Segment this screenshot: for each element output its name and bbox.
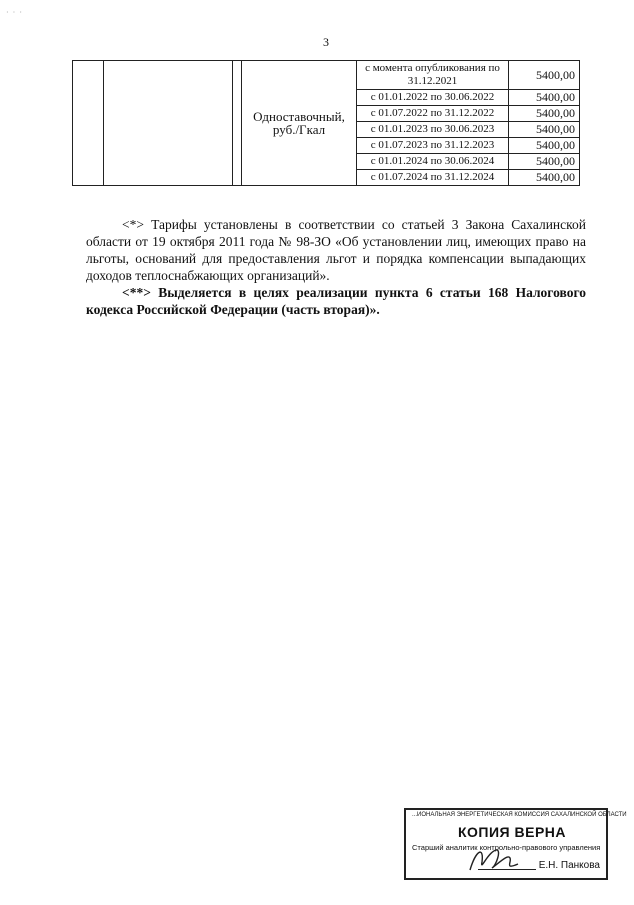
- signature-icon: [466, 844, 526, 876]
- period-cell: с момента опубликования по 31.12.2021: [357, 61, 509, 90]
- certification-stamp: [404, 808, 627, 880]
- page-number: 3: [323, 35, 329, 49]
- period-cell: с 01.01.2022 по 30.06.2022: [357, 90, 509, 106]
- period-cell: с 01.07.2022 по 31.12.2022: [357, 106, 509, 122]
- stamp-title: КОПИЯ ВЕРНА: [458, 824, 567, 840]
- scan-artifact: · · ·: [6, 8, 23, 17]
- period-cell: с 01.01.2024 по 30.06.2024: [357, 154, 509, 170]
- period-cell: с 01.07.2024 по 31.12.2024: [357, 170, 509, 186]
- value-cell: 5400,00: [509, 154, 580, 170]
- value-cell: 5400,00: [509, 122, 580, 138]
- tariff-table: [72, 60, 580, 186]
- footnotes: [86, 216, 586, 318]
- value-cell: 5400,00: [509, 170, 580, 186]
- stamp-signatory: Е.Н. Панкова: [538, 860, 600, 871]
- tariff-category: Одноставочный, руб./Гкал: [242, 61, 357, 186]
- stamp-position: Старший аналитик контрольно-правового управления: [412, 843, 601, 852]
- value-cell: 5400,00: [509, 90, 580, 106]
- value-cell: 5400,00: [509, 106, 580, 122]
- stamp-organization: ...ИОНАЛЬНАЯ ЭНЕРГЕТИЧЕСКАЯ КОМИССИЯ САХАЛИНСКОЙ ОБЛАСТИ: [412, 812, 627, 818]
- footnote-tariff-basis: <*> Тарифы установлены в соответствии со статьей 3 Закона Сахалинской области от 19 октября 2011 года № 98-ЗО «Об установлении лиц, имеющих право на льготы, оснований для предоставления льгот и порядка компенсации выпадающих доходов теплоснабжающих организаций».: [86, 217, 586, 283]
- footnote-vat: <**> Выделяется в целях реализации пункта 6 статьи 168 Налогового кодекса Российской Федерации (часть вторая)».: [86, 285, 586, 317]
- value-cell: 5400,00: [509, 61, 580, 90]
- period-cell: с 01.07.2023 по 31.12.2023: [357, 138, 509, 154]
- value-cell: 5400,00: [509, 138, 580, 154]
- table-row: [73, 61, 580, 90]
- period-cell: с 01.01.2023 по 30.06.2023: [357, 122, 509, 138]
- signature-line: [478, 869, 536, 870]
